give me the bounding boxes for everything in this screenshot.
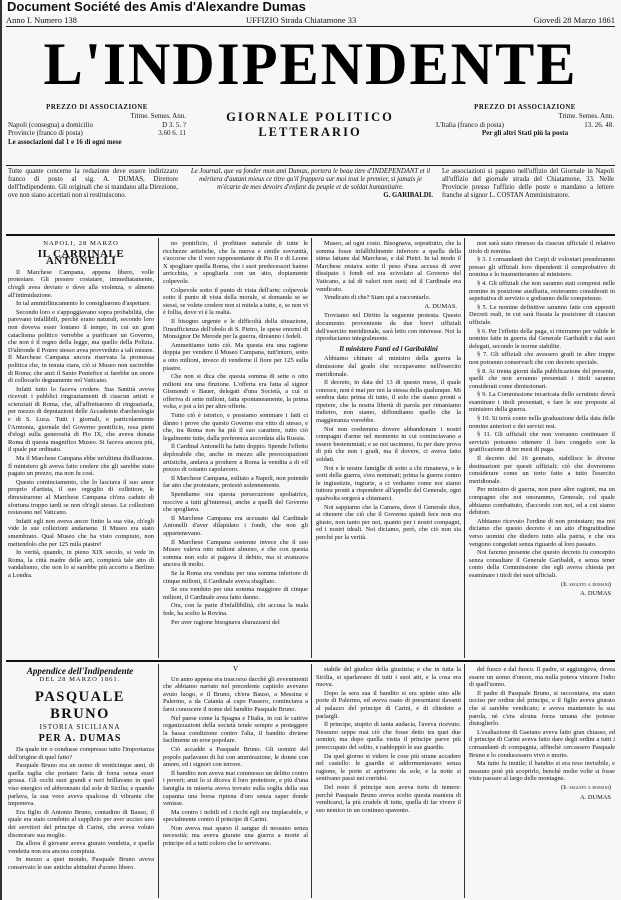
paragraph: Ora, con la parte d'infallibilità, chi accusa la mala fede, ha scelto la Rovina. bbox=[163, 602, 308, 617]
paragraph: Non aveva mai sparso il sangue di nessuno senza necessità; ma aveva giurato una guerra a morte al principe ed a tutti coloro che lo servivano. bbox=[163, 824, 308, 848]
serial-column-4 bbox=[469, 666, 615, 896]
paragraph: § 8. Ai trenta giorni dalla pubblicazione del presente, quelli che non avranno presentati i titoli saranno considerati come dimissionari. bbox=[469, 367, 615, 390]
paragraph: § 4. Gli uffiziali che non saranno stati compresi nelle nomine in posizione ausiliaria, resteranno considerati in aspettativa di servizio e godranno delle competenze. bbox=[469, 279, 615, 303]
paragraph: Il bandito non aveva mai commesso un delitto contro i poveri; anzi lo si diceva il loro protettore, e più d'una famiglia in miseria aveva trovato sulla soglia della sua capanna una borsa ripiena d'oro senza saper donde venisse. bbox=[163, 769, 308, 808]
paragraph: Ma tutto fu inutile; il bandito si era reso invisibile, e nessuno potè più scoprirlo, benchè molte volte si fosse visto passare al largo delle montagne. bbox=[469, 760, 615, 783]
paragraph: Ma contro i nobili ed i ricchi egli era implacabile, e specialmente contro il principe di Carini. bbox=[163, 808, 308, 824]
feuilleton-rule bbox=[6, 660, 615, 662]
paragraph: § 5. Le nomine definitive saranno fatte con appositi Decreti reali, in cui sarà fissata la posizione di ciascun uffiziale. bbox=[469, 303, 615, 326]
column-1 bbox=[8, 240, 154, 656]
serial-column-2 bbox=[163, 666, 308, 896]
dateline: NAPOLI, 28 MARZO bbox=[43, 240, 119, 247]
paragraph: Il Marchese Campana sostenne invece che il suo Museo valeva otto milioni almeno, e che con questa somma non solo si pagava il debito, ma si avanzava ancora di molto. bbox=[163, 538, 308, 569]
price-row: Provincie (franco di posta) 3.60 6. 11 bbox=[8, 129, 186, 138]
price-row: Napoli (consegna) a domicilio D 3. 5. ? bbox=[8, 120, 186, 129]
issue-date: Giovedì 28 Marzo 1861 bbox=[533, 15, 615, 25]
paragraph: del fuoco e dal fuoco. Il padre, si aggiungeva, dovea essere un uomo d'onore, ma nulla poteva vincere l'odio di quell'uomo. bbox=[469, 666, 615, 689]
serial-subtitle: ISTORIA SICILIANA bbox=[39, 723, 121, 731]
serial-column-3 bbox=[316, 666, 461, 896]
masthead bbox=[0, 26, 621, 104]
paragraph: Spendiamo ora questa persecuzione spoliatrice, noccive a tutti gl'interessi, anche a quelli del Governo che spogliava. bbox=[163, 491, 308, 514]
paragraph: no pontificio, il profittare naturale di tutte le ricchezze artistiche, che la nuova e simile sovranità, s'accorse che il vero rappresentante di Pio II e di Leone X spogliare quella Roma, che i suoi predecessori hanno arricchita, e spogliarla con un atto, dopiamente colpevole. bbox=[163, 240, 308, 285]
chapter-number: V bbox=[232, 666, 239, 673]
paragraph: In tal ammirlitucamento lo consigliarono d'aspettare. bbox=[16, 300, 151, 308]
continuation-note: (Il seguito a domani) bbox=[561, 580, 611, 588]
paragraph: Pasquale Bruno era un uomo di venticinque anni, di quella taglia che portano l'aria di forza senza esser grossa. Gli occhi suoi grandi e neri brillavano in quel viso energico ed abbronzato dal sole di Sicilia; e quando parlava, la sua voce aveva qualcosa di vibrante che imponeva. bbox=[8, 762, 154, 808]
notice-left: Tutte quante concerne la redazione deve essere indirizzato franco di posto al sig. A. DUMAS, Direttore dell'Indipendente. Gli originali che si mandano alla Direzione, ove non siano accettati non si restituiscono. bbox=[8, 168, 178, 199]
issue-year-number: Anno I. Numero 138 bbox=[6, 15, 77, 25]
column-3 bbox=[316, 240, 461, 656]
column-2 bbox=[163, 240, 308, 656]
notice-center bbox=[188, 168, 433, 200]
paragraph: Nel paese come la Spagna e l'Italia, in cui le cattive organizzazioni della società tende sempre a proteggere la bassa condizione contro l'alta, il bandito diviene facilmente un eroe popolare. bbox=[163, 714, 308, 745]
continuation-note: (Il seguito a domani) bbox=[561, 783, 611, 791]
paragraph: Ciò accadde a Pasquale Bruno. Gli uomini del popolo parlavano di lui con ammirazione, le donne con amore, ed i signori con terrore. bbox=[163, 745, 308, 769]
signature: A. DUMAS. bbox=[424, 302, 457, 310]
office-address: UFFIZIO Strada Chiatamone 33 bbox=[246, 15, 357, 25]
divider bbox=[6, 165, 615, 166]
paragraph: Per aver ragione bisognava sbarazzarsi del bbox=[171, 618, 280, 626]
paragraph: Noi sappiamo che la Camera, dove il Generale dice, ai ritenere che ciò che il Governo quindi fece non era giusto, non tanto per noi, quanto per i nostri compagni, ed i nostri ideali. Noi diciamo, però, che ciò non sia perché per la verità. bbox=[316, 503, 461, 541]
price-box-right bbox=[436, 104, 614, 138]
price-note: Per gli altri Stati più la posta bbox=[481, 129, 569, 138]
garibaldi-quote: Le Journal, que va fonder mon ami Dumas, portera le beau titre d'INDEPENDANT et il méritera d'autant mieux ce titre qu'il frappera sur moi tout le premier, si jamais je m'écarte de mes devoirs d'enfant du peuple et de soldat humanitaire. bbox=[190, 168, 431, 191]
quote-signature: G. GARIBALDI. bbox=[383, 192, 433, 199]
paragraph: § 10. Si terrà conto nella graduazione della data delle nomine anteriori e dei servizi resi. bbox=[469, 415, 615, 430]
column-rule bbox=[158, 238, 159, 658]
price-head: Trime. Semes. Ann. bbox=[558, 112, 614, 121]
paragraph: Se la Roma era venduta per una somma inferiore di cinque milioni, il Cardinale aveva sbagliato. bbox=[163, 569, 308, 585]
paragraph: Noi faremo presente che questo decreto fu concepito senza consultare il Generale Garibaldi, e senza tener conto della Commissione che egli aveva chiesta per esaminare i titoli dei suoi ufficiali. bbox=[469, 549, 615, 579]
price-row: L'Italia (franco di posta) 13. 26. 48. bbox=[436, 120, 614, 129]
paragraph: § 9. La Commissione incaricata dello scrutinio dovrà esaminare i titoli presentati, e fare le sue proposte al ministero della guerra. bbox=[469, 391, 615, 414]
paragraph: § 6. Per l'effetto della paga, si riterranno per valide le nomine fatte in guerra dal Generale Garibaldi e dai suoi delegati, secondo le norme stabilite. bbox=[469, 327, 615, 350]
column-rule bbox=[464, 664, 465, 898]
paragraph: Troviamo nel Diritto la seguente protesta. Questo documento proveniente da due brevi uffiziali dell'esercito meridionale, sarà letto con interesse. Noi la riproduciamo integralmente. bbox=[316, 312, 461, 343]
paragraph: Che non si dica che questa somma di sette o otto milioni era una finzione. L'offerta era fatta al signor Gismondi e Bauer, delegati d'una Società, a cui si offeriva di sette milioni, fatta spontaneamente, la prima volta, e poi a lei per altre offerte. bbox=[163, 373, 308, 411]
signature: A. DUMAS bbox=[580, 793, 611, 801]
paragraph: Abbiamo chinato al ministro della guerra la dimissione dal grado che occupavamo nell'esercito meridionale. bbox=[316, 355, 461, 378]
paragraph: Vendicato di che? Siam qui a raccontarlo. bbox=[324, 294, 431, 302]
paragraph: Il Marchese Campana, esiliato a Napoli, non potendo far atto che protestare, protestò solennemente. bbox=[163, 474, 308, 490]
price-title: PREZZO DI ASSOCIAZIONE bbox=[46, 104, 148, 111]
notice-right: Le associazioni si pagano nell'uffizio del Giornale in Napoli all'uffizio del giornale strada del Chiatamone, 33. Nelle Provincie presso l'uffizio delle poste e mandano a lettere franche al signor L. COSTAN Amministratore. bbox=[442, 168, 614, 199]
paragraph: In mezzo a quei mondo, Pasquale Bruno aveva conservato le sue antiche abitudini d'uomo libero. bbox=[8, 856, 154, 871]
signature: A. DUMAS bbox=[580, 590, 611, 598]
paragraph: Noi non credemmo dovere abbandonare i nostri compagni d'arme nel momento in cui cominciavano a essere bestemmiati; e se noi uscimmo, fu per dare prova di più che non i gradi, ma il dovere, ci aveva fatto soldati. bbox=[316, 425, 461, 464]
column-rule bbox=[158, 664, 159, 898]
paragraph: Ammettiamo tutto ciò. Ma questa era una ragione doppia per vendere il Museo Campana, tutt'intero, sotto a otto milioni, invece di venderne il fiore per 125 sulla piastre. bbox=[163, 341, 308, 372]
price-note: Le associazioni dal 1 e 16 di ogni mese bbox=[8, 137, 122, 146]
paragraph: Da allora il giovane aveva giurato vendetta, e quella vendetta non era ancora compiuta. bbox=[8, 840, 154, 855]
paragraph: In verità, quando, in pieno XIX secolo, si vede in Roma, la città madre delle arti, compierà tale atto di vandalismo, che non lo si sarebbe più accorto a Berlino a Londra. bbox=[8, 549, 154, 579]
column-rule bbox=[311, 238, 312, 658]
paragraph: Se era venduto per una somma maggiore di cinque milioni, il Cardinale avea fatto danno. bbox=[163, 586, 308, 601]
column-rule bbox=[464, 238, 465, 658]
paragraph: § 11. Gli uffiziali che non vorranno continuare il servizio potranno ottenere il loro congedo con la gratificazione di tre mesi di paga. bbox=[469, 431, 615, 454]
paragraph: Noi e le nostre famiglie di sotto a chi rimaneva, o le sorti della guerra, s'era nominati; prima la guerra contro le ingiustizie, ingiurie, a ci vediamo come noi siamo tuttora pronti a rispondere all'appello del Generale, ogni qualvolta sorgerà a chiamarci. bbox=[316, 464, 461, 502]
paragraph: § 3. I comandanti dei Corpi di volontari prenderanno presso gli uffiziali loro dipendenti il comprobativo di nomina e lo trasmetteranno al ministero. bbox=[469, 256, 615, 279]
scan-edge bbox=[0, 0, 2, 900]
paragraph: Questo cominciamento, che lo lasciava il suo amor proprio d'artista, il suo orgoglio di collettore, le dimostrarono al Marchese Campana ch'era caduto di sfortuna troppo tardi se non ch'egli stesso. Le collezioni restavano nel Vaticano. bbox=[8, 478, 154, 517]
paragraph: Il decreto del 16 gennaio, stabilisce le diverse destinazioni per questi uffiziali; ciò che dovremmo considerare come un torto fatto a tutto l'esercito meridionale. bbox=[469, 455, 615, 485]
paragraph: Il bisogno urgente e le difficoltà della situazione, l'insufficienza dell'obolo di S. Pietro, le spese enormi di Monsignor De Merode per la guerra, direanno i fedeli. bbox=[163, 317, 308, 341]
section-heading: Il ministero Fanti ed i Garibaldini bbox=[339, 344, 438, 353]
column-rule bbox=[311, 664, 312, 898]
price-head: Trime. Semes. Ann. bbox=[130, 112, 186, 121]
paragraph: Del resto il principe non aveva torto di temere: perchè Pasquale Bruno aveva scelto questa maniera di vendicarsi, la più crudele di tutte, quella di far vivere il suo nemico in un continuo spavento. bbox=[316, 783, 461, 814]
paragraph: Il padre di Pasquale Bruno, si raccontava, era stato ucciso per ordine del principe, e il figlio aveva giurato che si sarebbe vendicato; e aveva mantenuto la sua parola, nè c'era alcuna forza umana che potesse distoglierlo. bbox=[469, 689, 615, 728]
paragraph: Il Cardinal Antonelli ha fatto doppio. Spende l'effetto deplorabile che, anche in mezzo alle preoccupazioni artistiche, andava a produrre a Roma la vendita a di vil prezzo di cotanto capolavoro. bbox=[163, 443, 308, 474]
paragraph: Da quale tre o condusse compresso tutto l'importanza dell'origine di quel fatto? bbox=[8, 746, 154, 761]
price-box-left bbox=[8, 104, 186, 146]
paragraph: Era figlio di Antonio Bruno, contadino di Bauso, il quale era stato condotto al supplizio per aver ucciso uno dei servitori del principe di Carini, che aveva voluto disonorare sua moglie. bbox=[8, 808, 154, 839]
paragraph: Colpevole sotto il punto di vista dell'arte; colpevole sotto il punto di vista della morale, si domanda se se stessi, se volete credere non si mitela a tutte, e, se non vi è follia, dove vi è la realtà. bbox=[163, 286, 308, 317]
paragraph: Abbiamo ricevuto l'ordine di non protestare; ma noi diciamo che questo decreto è un atto d'ingratitudine verso uomini che diedero tutto alla patria, e che ora vengono congedati senza riguardo al loro passato. bbox=[469, 517, 615, 548]
paragraph: Il principe, stupito di tanta audacia, l'aveva ricevuto. Nessuno seppe mai ciò che fosse detto tra quei due uomini; ma dopo quella visita il principe parve più preoccupato del solito, e raddoppiò le sue guardie. bbox=[316, 721, 461, 751]
paragraph: Tutto ciò è istorico, e possiamo sommare i fatti ci dànno i prove che questo Governo era vitto di stesso, e che, tra Roma non ha più il suo carattere, tutto ciò legalmente tutte, dalla preferenza accordata alla Russia. bbox=[163, 412, 308, 442]
appendix-header bbox=[6, 666, 154, 744]
appendix-label: Appendice dell'Indipendente bbox=[26, 666, 134, 676]
archive-watermark: Document Société des Amis d'Alexandre Dumas bbox=[4, 0, 309, 14]
paragraph: Per ministro di guerra, non pure altre ragioni, ma un compagno che noi onorammo, Generale, col quale abbiamo combattuto, d'accordo con noi, ed a cui siamo debitori. bbox=[469, 486, 615, 517]
paragraph: Il Marchese Campana, appena libero, volle protestare. Gli presero costatare, immediatamente, ch'egli avea deviato e dove alla violenza, o almeno all'intimidazione. bbox=[8, 268, 154, 299]
paragraph: Dopo la sera sua il bandito si era spinto sino alle porte di Palermo, ed aveva osato di presentarsi davanti al palazzo del principe di Carini, e di chiedere a parlargli. bbox=[316, 689, 461, 720]
paragraph: Infatti egli non aveva ancor finito la sua vita, ch'egli vide le sue collezioni andarsene. Il Museo era stato smembrato. Qual Museo che ha visto compiuto, non mettendolo che per 125 mila piastre! bbox=[8, 517, 154, 548]
paragraph: Il Marchese Campana era accusato dal Cardinale Antonelli d'aver dilapidato i fondi, che non gli appartenevano. bbox=[163, 514, 308, 537]
price-title: PREZZO DI ASSOCIAZIONE bbox=[474, 104, 576, 111]
paragraph: non sarà stato rimesso da ciascun ufficiale il relativo titolo di nomina. bbox=[469, 240, 615, 255]
serial-author: PER A. DUMAS bbox=[38, 733, 122, 744]
paragraph: Un anno appena era trascorso dacchè gli avvenimenti che abbiamo narrato nel precedente capitolo avevano avuto luogo, e il Bruno, ch'era Bauso, a Messina e Palermo, a da Catania al capo Passero, cominciava a farsi conoscere il nome del bandito Pasquale Bruno. bbox=[163, 675, 308, 713]
paragraph: Museo, ad ogni costo. Bisognava, soprattutto, che la somma fosse infallibilmente inferiore a quella della stima fattane dal Marchese, e dal Pietri. In tal modo il Marchese restava sotto il peso d'una accusa di aver dissipato i fondi ed era scivolato al Governo del Vaticano, a tal di valori non suoi; ed il Cardinale era vendicato. bbox=[316, 240, 461, 293]
appendix-date: DEL 28 MARZO 1861. bbox=[39, 676, 121, 683]
paragraph: Il decreto, in data del 13 di questo mese, il quale conosce, non è mai per noi la stessa della qualunque. Mi sembra dato prima di tutto, il solo che siamo pronti a ripetere, che la nostra libertà di parola per rimaniamo indietro, non siamo, diffondiamo quello che la maggioranza vorrebbe. bbox=[316, 379, 461, 425]
paragraph: § 7. Gli uffiziali che avessero gradi in altre truppe non potranno conservarli che con decreto speciale. bbox=[469, 351, 615, 366]
article-headline: IL CARDINALE ANTONELLI bbox=[37, 247, 125, 268]
paragraph: L'esaltazione di Gaetano aveva fatto gran chiasso, ed il principe di Carini aveva fatto dare degli ordini a tutti i comandanti di compagnia, affinchè cercassero Pasquale Bruno e lo conducessero vivo o morto. bbox=[469, 728, 615, 759]
paragraph: stabile del giudice della giustizia; e che in tutta la Sicilia, si sparlavano di tutti i suoi atti, e la cosa era nuova. bbox=[316, 666, 461, 689]
newspaper-title: L'INDIPENDENTE bbox=[43, 31, 578, 97]
paragraph: Infatti tutto lo faceva credere. Sua Santità aveva ricevuti i pubblici ringraziamenti di ciascun artisti e scienziati di Roma, che, all'affrettarono di ringraziarla, per mezzo di deputazioni delle Accademie d'archeologia e di S. Luca. Tutti i giornali, e particolarmente l'Armonia, giornale del Governo pontificio, resa pieni d'elogi sulla generosità di Pio IX, che aveva donata Roma di questa magnifico Museo. Si faceva ancora più, il quale pur ordinato. bbox=[8, 385, 154, 454]
paragraph: Da quel giorno si videro le cose più strane accadere nel castello: le guardie si addormentavano senza ragione, le porte si aprivano da sole, e la notte si sentivano passi nei corridoi. bbox=[316, 752, 461, 783]
divider bbox=[6, 234, 615, 236]
newspaper-subtitle: GIORNALE POLITICO LETTERARIO bbox=[226, 110, 394, 139]
serial-title: PASQUALE BRUNO bbox=[35, 689, 125, 722]
serial-column-1 bbox=[8, 746, 154, 896]
paragraph: Secondo loro e s'appoggiavano sopra probabilità, che parevano infallibili, perchè erano naturali, secondo loro non doveva esser lontano il tempo, in cui un gran cataclisma politico verrebbe a purificare un Governo, che non è il regno della legge, ma quello della Polizia. D'altronde il Potere stesso avea provveduto a tali misure. Il Marchese Campana ancora riservata la promessa politica che, in tenuta ciara, ciò si Museo non uscirebbe di Roma; che anzi il Santo Pontefice si farebbe un onore di collocarlo degnamente nel Vaticano. bbox=[8, 308, 154, 385]
paragraph: Ma il Marchese Campana ebbe un'ultima disillusione. Il ministero gli aveva fatto credere che gli sarebbe stato pagato un prezzo, ma non fu così. bbox=[8, 455, 154, 478]
column-4 bbox=[469, 240, 615, 656]
